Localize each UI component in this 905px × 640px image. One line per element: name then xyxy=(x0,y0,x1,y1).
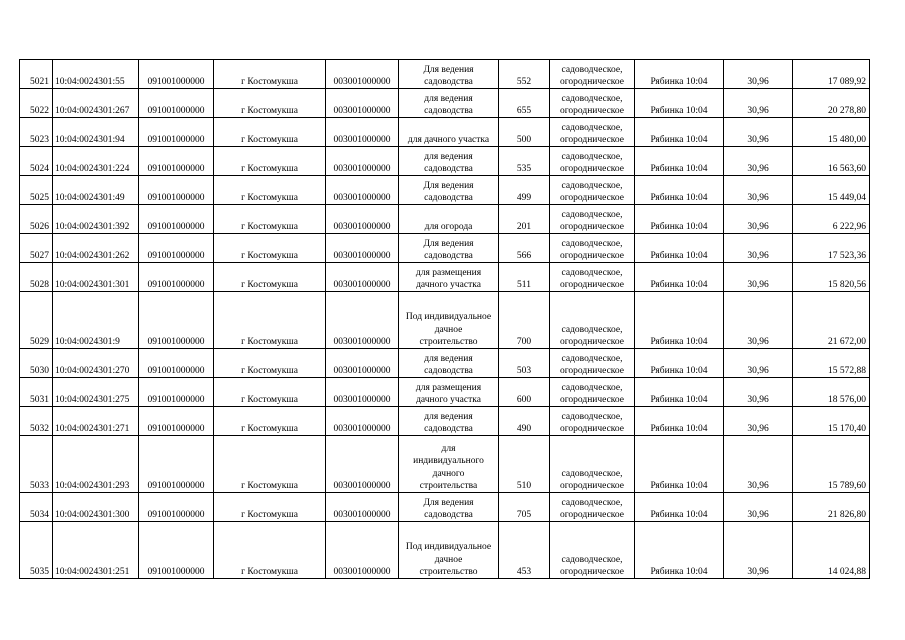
row-number-cell: 5028 xyxy=(20,263,53,292)
permitted-use-cell-line: для дачного участка xyxy=(407,134,490,145)
area-cell: 600 xyxy=(499,378,550,407)
permitted-use-cell xyxy=(399,349,499,378)
land-category-cell-line: огородническое xyxy=(559,566,625,577)
cadastral-number-cell: 10:04:0024301:275 xyxy=(53,378,139,407)
land-category-cell-line: садоводческое, xyxy=(561,382,623,393)
valuation-zone-cell: Рябинка 10:04 xyxy=(635,522,724,579)
land-category-cell-line: садоводческое, xyxy=(561,353,623,364)
permitted-use-cell-line: индивидуального xyxy=(413,456,484,467)
cadastral-number-cell: 10:04:0024301:271 xyxy=(53,407,139,436)
area-cell: 535 xyxy=(499,147,550,176)
okato-code-cell: 003001000000 xyxy=(326,263,399,292)
valuation-zone-cell: Рябинка 10:04 xyxy=(635,205,724,234)
cadastral-number-cell: 10:04:0024301:300 xyxy=(53,493,139,522)
cadastral-value-cell: 21 672,00 xyxy=(793,292,870,349)
cadastral-number-cell: 10:04:0024301:224 xyxy=(53,147,139,176)
cadastral-value-cell: 21 826,80 xyxy=(793,493,870,522)
valuation-zone-cell: Рябинка 10:04 xyxy=(635,234,724,263)
permitted-use-cell-line: для размещения xyxy=(415,382,482,393)
area-cell: 201 xyxy=(499,205,550,234)
permitted-use-cell xyxy=(399,60,499,89)
land-plots-table xyxy=(19,59,870,579)
land-category-cell-line: огородническое xyxy=(559,250,625,261)
land-category-cell xyxy=(550,234,635,263)
land-category-cell-line: огородническое xyxy=(559,509,625,520)
land-category-cell xyxy=(550,176,635,205)
specific-value-cell: 30,96 xyxy=(724,263,793,292)
table-row xyxy=(20,378,870,407)
cadastral-number-cell: 10:04:0024301:251 xyxy=(53,522,139,579)
city-cell: г Костомукша xyxy=(214,378,326,407)
land-category-cell xyxy=(550,378,635,407)
land-category-cell-line: садоводческое, xyxy=(561,93,623,104)
cadastral-number-cell: 10:04:0024301:267 xyxy=(53,89,139,118)
city-cell: г Костомукша xyxy=(214,522,326,579)
land-category-cell-line: садоводческое, xyxy=(561,497,623,508)
permitted-use-cell-line: садоводства xyxy=(424,365,473,376)
valuation-zone-cell: Рябинка 10:04 xyxy=(635,263,724,292)
area-cell: 705 xyxy=(499,493,550,522)
permitted-use-cell xyxy=(399,118,499,147)
okato-code-cell: 003001000000 xyxy=(326,292,399,349)
cadastral-value-cell: 16 563,60 xyxy=(793,147,870,176)
area-cell: 503 xyxy=(499,349,550,378)
cadastral-value-cell: 18 576,00 xyxy=(793,378,870,407)
valuation-zone-cell: Рябинка 10:04 xyxy=(635,436,724,493)
cadastral-number-cell: 10:04:0024301:94 xyxy=(53,118,139,147)
land-category-cell xyxy=(550,263,635,292)
permitted-use-cell-line: строительство xyxy=(419,566,478,577)
valuation-zone-cell: Рябинка 10:04 xyxy=(635,89,724,118)
table-row xyxy=(20,292,870,349)
cadastral-value-cell: 17 089,92 xyxy=(793,60,870,89)
row-number-cell: 5029 xyxy=(20,292,53,349)
table-row xyxy=(20,60,870,89)
permitted-use-cell-line: для ведения xyxy=(424,411,473,422)
area-cell: 511 xyxy=(499,263,550,292)
cadastral-value-cell: 15 449,04 xyxy=(793,176,870,205)
permitted-use-cell-line: для огорода xyxy=(424,221,473,232)
okato-code-cell: 003001000000 xyxy=(326,349,399,378)
land-category-cell-line: огородническое xyxy=(559,365,625,376)
table-row xyxy=(20,349,870,378)
row-number-cell: 5027 xyxy=(20,234,53,263)
permitted-use-cell xyxy=(399,89,499,118)
city-cell: г Костомукша xyxy=(214,292,326,349)
land-category-cell xyxy=(550,147,635,176)
permitted-use-cell-line: дачного участка xyxy=(416,279,481,290)
land-category-cell-line: садоводческое, xyxy=(561,209,623,220)
permitted-use-cell-line: строительства xyxy=(419,480,478,491)
land-category-cell-line: садоводческое, xyxy=(561,554,623,565)
permitted-use-cell-line: садоводства xyxy=(424,509,473,520)
permitted-use-cell-line: Для ведения xyxy=(423,497,474,508)
area-cell: 566 xyxy=(499,234,550,263)
cadastral-value-cell: 15 170,40 xyxy=(793,407,870,436)
row-number-cell: 5033 xyxy=(20,436,53,493)
cadastral-value-cell: 15 480,00 xyxy=(793,118,870,147)
land-category-cell-line: огородническое xyxy=(559,221,625,232)
cadastral-number-cell: 10:04:0024301:49 xyxy=(53,176,139,205)
land-category-cell-line: садоводческое, xyxy=(561,411,623,422)
land-category-cell-line: садоводческое, xyxy=(561,267,623,278)
permitted-use-cell xyxy=(399,407,499,436)
okato-code-cell: 003001000000 xyxy=(326,522,399,579)
permitted-use-cell xyxy=(399,205,499,234)
okato-code-cell: 003001000000 xyxy=(326,234,399,263)
oktmo-code-cell: 091001000000 xyxy=(139,436,214,493)
permitted-use-cell-line: дачного xyxy=(432,468,465,479)
land-category-cell xyxy=(550,349,635,378)
permitted-use-cell-line: садоводства xyxy=(424,423,473,434)
specific-value-cell: 30,96 xyxy=(724,60,793,89)
specific-value-cell: 30,96 xyxy=(724,292,793,349)
cadastral-value-cell: 14 024,88 xyxy=(793,522,870,579)
permitted-use-cell-line: Под индивидуальное xyxy=(405,312,492,323)
permitted-use-cell-line: садоводства xyxy=(424,163,473,174)
row-number-cell: 5035 xyxy=(20,522,53,579)
land-category-cell-line: огородническое xyxy=(559,394,625,405)
valuation-zone-cell: Рябинка 10:04 xyxy=(635,493,724,522)
table-row xyxy=(20,493,870,522)
oktmo-code-cell: 091001000000 xyxy=(139,522,214,579)
table-row xyxy=(20,234,870,263)
row-number-cell: 5024 xyxy=(20,147,53,176)
specific-value-cell: 30,96 xyxy=(724,234,793,263)
valuation-zone-cell: Рябинка 10:04 xyxy=(635,118,724,147)
permitted-use-cell xyxy=(399,176,499,205)
city-cell: г Костомукша xyxy=(214,118,326,147)
land-category-cell-line: садоводческое, xyxy=(561,468,623,479)
city-cell: г Костомукша xyxy=(214,407,326,436)
land-category-cell xyxy=(550,205,635,234)
land-category-cell xyxy=(550,436,635,493)
valuation-zone-cell: Рябинка 10:04 xyxy=(635,176,724,205)
row-number-cell: 5031 xyxy=(20,378,53,407)
city-cell: г Костомукша xyxy=(214,493,326,522)
land-category-cell xyxy=(550,60,635,89)
land-category-cell-line: садоводческое, xyxy=(561,122,623,133)
oktmo-code-cell: 091001000000 xyxy=(139,378,214,407)
permitted-use-cell-line: для ведения xyxy=(424,151,473,162)
area-cell: 453 xyxy=(499,522,550,579)
row-number-cell: 5022 xyxy=(20,89,53,118)
permitted-use-cell-line: для xyxy=(441,444,456,455)
land-category-cell-line: огородническое xyxy=(559,105,625,116)
table-row xyxy=(20,263,870,292)
permitted-use-cell-line: дачное xyxy=(434,554,463,565)
land-category-cell xyxy=(550,89,635,118)
oktmo-code-cell: 091001000000 xyxy=(139,263,214,292)
permitted-use-cell-line: для размещения xyxy=(415,267,482,278)
cadastral-number-cell: 10:04:0024301:55 xyxy=(53,60,139,89)
city-cell: г Костомукша xyxy=(214,349,326,378)
specific-value-cell: 30,96 xyxy=(724,205,793,234)
permitted-use-cell-line: дачного участка xyxy=(416,394,481,405)
permitted-use-cell-line: Под индивидуальное xyxy=(405,542,492,553)
land-category-cell xyxy=(550,118,635,147)
permitted-use-cell-line: для ведения xyxy=(424,353,473,364)
oktmo-code-cell: 091001000000 xyxy=(139,234,214,263)
valuation-zone-cell: Рябинка 10:04 xyxy=(635,147,724,176)
table-row xyxy=(20,89,870,118)
row-number-cell: 5021 xyxy=(20,60,53,89)
oktmo-code-cell: 091001000000 xyxy=(139,407,214,436)
permitted-use-cell xyxy=(399,378,499,407)
cadastral-number-cell: 10:04:0024301:392 xyxy=(53,205,139,234)
land-category-cell-line: огородническое xyxy=(559,134,625,145)
land-category-cell xyxy=(550,493,635,522)
okato-code-cell: 003001000000 xyxy=(326,118,399,147)
land-category-cell-line: садоводческое, xyxy=(561,151,623,162)
area-cell: 490 xyxy=(499,407,550,436)
permitted-use-cell xyxy=(399,522,499,579)
city-cell: г Костомукша xyxy=(214,436,326,493)
row-number-cell: 5030 xyxy=(20,349,53,378)
land-category-cell-line: огородническое xyxy=(559,423,625,434)
area-cell: 499 xyxy=(499,176,550,205)
permitted-use-cell xyxy=(399,263,499,292)
land-category-cell-line: огородническое xyxy=(559,76,625,87)
row-number-cell: 5023 xyxy=(20,118,53,147)
permitted-use-cell-line: садоводства xyxy=(424,76,473,87)
area-cell: 655 xyxy=(499,89,550,118)
permitted-use-cell-line: Для ведения xyxy=(423,180,474,191)
oktmo-code-cell: 091001000000 xyxy=(139,176,214,205)
cadastral-value-cell: 15 789,60 xyxy=(793,436,870,493)
cadastral-number-cell: 10:04:0024301:9 xyxy=(53,292,139,349)
cadastral-value-cell: 20 278,80 xyxy=(793,89,870,118)
permitted-use-cell xyxy=(399,147,499,176)
row-number-cell: 5034 xyxy=(20,493,53,522)
city-cell: г Костомукша xyxy=(214,89,326,118)
oktmo-code-cell: 091001000000 xyxy=(139,493,214,522)
land-category-cell-line: огородническое xyxy=(559,336,625,347)
cadastral-number-cell: 10:04:0024301:262 xyxy=(53,234,139,263)
permitted-use-cell xyxy=(399,493,499,522)
oktmo-code-cell: 091001000000 xyxy=(139,60,214,89)
permitted-use-cell-line: садоводства xyxy=(424,192,473,203)
row-number-cell: 5026 xyxy=(20,205,53,234)
specific-value-cell: 30,96 xyxy=(724,349,793,378)
oktmo-code-cell: 091001000000 xyxy=(139,118,214,147)
specific-value-cell: 30,96 xyxy=(724,176,793,205)
row-number-cell: 5032 xyxy=(20,407,53,436)
valuation-zone-cell: Рябинка 10:04 xyxy=(635,407,724,436)
table-row xyxy=(20,407,870,436)
permitted-use-cell xyxy=(399,234,499,263)
valuation-zone-cell: Рябинка 10:04 xyxy=(635,349,724,378)
oktmo-code-cell: 091001000000 xyxy=(139,89,214,118)
land-category-cell-line: садоводческое, xyxy=(561,238,623,249)
specific-value-cell: 30,96 xyxy=(724,407,793,436)
okato-code-cell: 003001000000 xyxy=(326,378,399,407)
oktmo-code-cell: 091001000000 xyxy=(139,147,214,176)
land-category-cell xyxy=(550,522,635,579)
cadastral-number-cell: 10:04:0024301:301 xyxy=(53,263,139,292)
permitted-use-cell-line: Для ведения xyxy=(423,238,474,249)
cadastral-number-cell: 10:04:0024301:293 xyxy=(53,436,139,493)
city-cell: г Костомукша xyxy=(214,205,326,234)
oktmo-code-cell: 091001000000 xyxy=(139,349,214,378)
land-category-cell-line: огородническое xyxy=(559,279,625,290)
land-category-cell-line: огородническое xyxy=(559,480,625,491)
permitted-use-cell-line: Для ведения xyxy=(423,64,474,75)
table-row xyxy=(20,436,870,493)
specific-value-cell: 30,96 xyxy=(724,436,793,493)
city-cell: г Костомукша xyxy=(214,263,326,292)
area-cell: 500 xyxy=(499,118,550,147)
permitted-use-cell-line: для ведения xyxy=(424,93,473,104)
valuation-zone-cell: Рябинка 10:04 xyxy=(635,378,724,407)
cadastral-value-cell: 17 523,36 xyxy=(793,234,870,263)
land-category-cell xyxy=(550,407,635,436)
specific-value-cell: 30,96 xyxy=(724,522,793,579)
area-cell: 510 xyxy=(499,436,550,493)
specific-value-cell: 30,96 xyxy=(724,89,793,118)
valuation-zone-cell: Рябинка 10:04 xyxy=(635,292,724,349)
okato-code-cell: 003001000000 xyxy=(326,147,399,176)
okato-code-cell: 003001000000 xyxy=(326,205,399,234)
city-cell: г Костомукша xyxy=(214,60,326,89)
land-category-cell xyxy=(550,292,635,349)
okato-code-cell: 003001000000 xyxy=(326,60,399,89)
area-cell: 552 xyxy=(499,60,550,89)
table-row xyxy=(20,176,870,205)
permitted-use-cell xyxy=(399,436,499,493)
specific-value-cell: 30,96 xyxy=(724,118,793,147)
table-row xyxy=(20,118,870,147)
cadastral-value-cell: 6 222,96 xyxy=(793,205,870,234)
table-row xyxy=(20,147,870,176)
okato-code-cell: 003001000000 xyxy=(326,89,399,118)
permitted-use-cell xyxy=(399,292,499,349)
oktmo-code-cell: 091001000000 xyxy=(139,292,214,349)
cadastral-value-cell: 15 820,56 xyxy=(793,263,870,292)
oktmo-code-cell: 091001000000 xyxy=(139,205,214,234)
land-category-cell-line: огородническое xyxy=(559,163,625,174)
specific-value-cell: 30,96 xyxy=(724,147,793,176)
valuation-zone-cell: Рябинка 10:04 xyxy=(635,60,724,89)
land-category-cell-line: садоводческое, xyxy=(561,180,623,191)
table-row xyxy=(20,522,870,579)
city-cell: г Костомукша xyxy=(214,234,326,263)
city-cell: г Костомукша xyxy=(214,147,326,176)
specific-value-cell: 30,96 xyxy=(724,378,793,407)
okato-code-cell: 003001000000 xyxy=(326,176,399,205)
row-number-cell: 5025 xyxy=(20,176,53,205)
permitted-use-cell-line: садоводства xyxy=(424,250,473,261)
okato-code-cell: 003001000000 xyxy=(326,436,399,493)
okato-code-cell: 003001000000 xyxy=(326,493,399,522)
permitted-use-cell-line: садоводства xyxy=(424,105,473,116)
permitted-use-cell-line: дачное xyxy=(434,324,463,335)
area-cell: 700 xyxy=(499,292,550,349)
land-category-cell-line: огородническое xyxy=(559,192,625,203)
city-cell: г Костомукша xyxy=(214,176,326,205)
land-category-cell-line: садоводческое, xyxy=(561,324,623,335)
specific-value-cell: 30,96 xyxy=(724,493,793,522)
okato-code-cell: 003001000000 xyxy=(326,407,399,436)
permitted-use-cell-line: строительство xyxy=(419,336,478,347)
table-row xyxy=(20,205,870,234)
cadastral-number-cell: 10:04:0024301:270 xyxy=(53,349,139,378)
land-category-cell-line: садоводческое, xyxy=(561,64,623,75)
cadastral-value-cell: 15 572,88 xyxy=(793,349,870,378)
